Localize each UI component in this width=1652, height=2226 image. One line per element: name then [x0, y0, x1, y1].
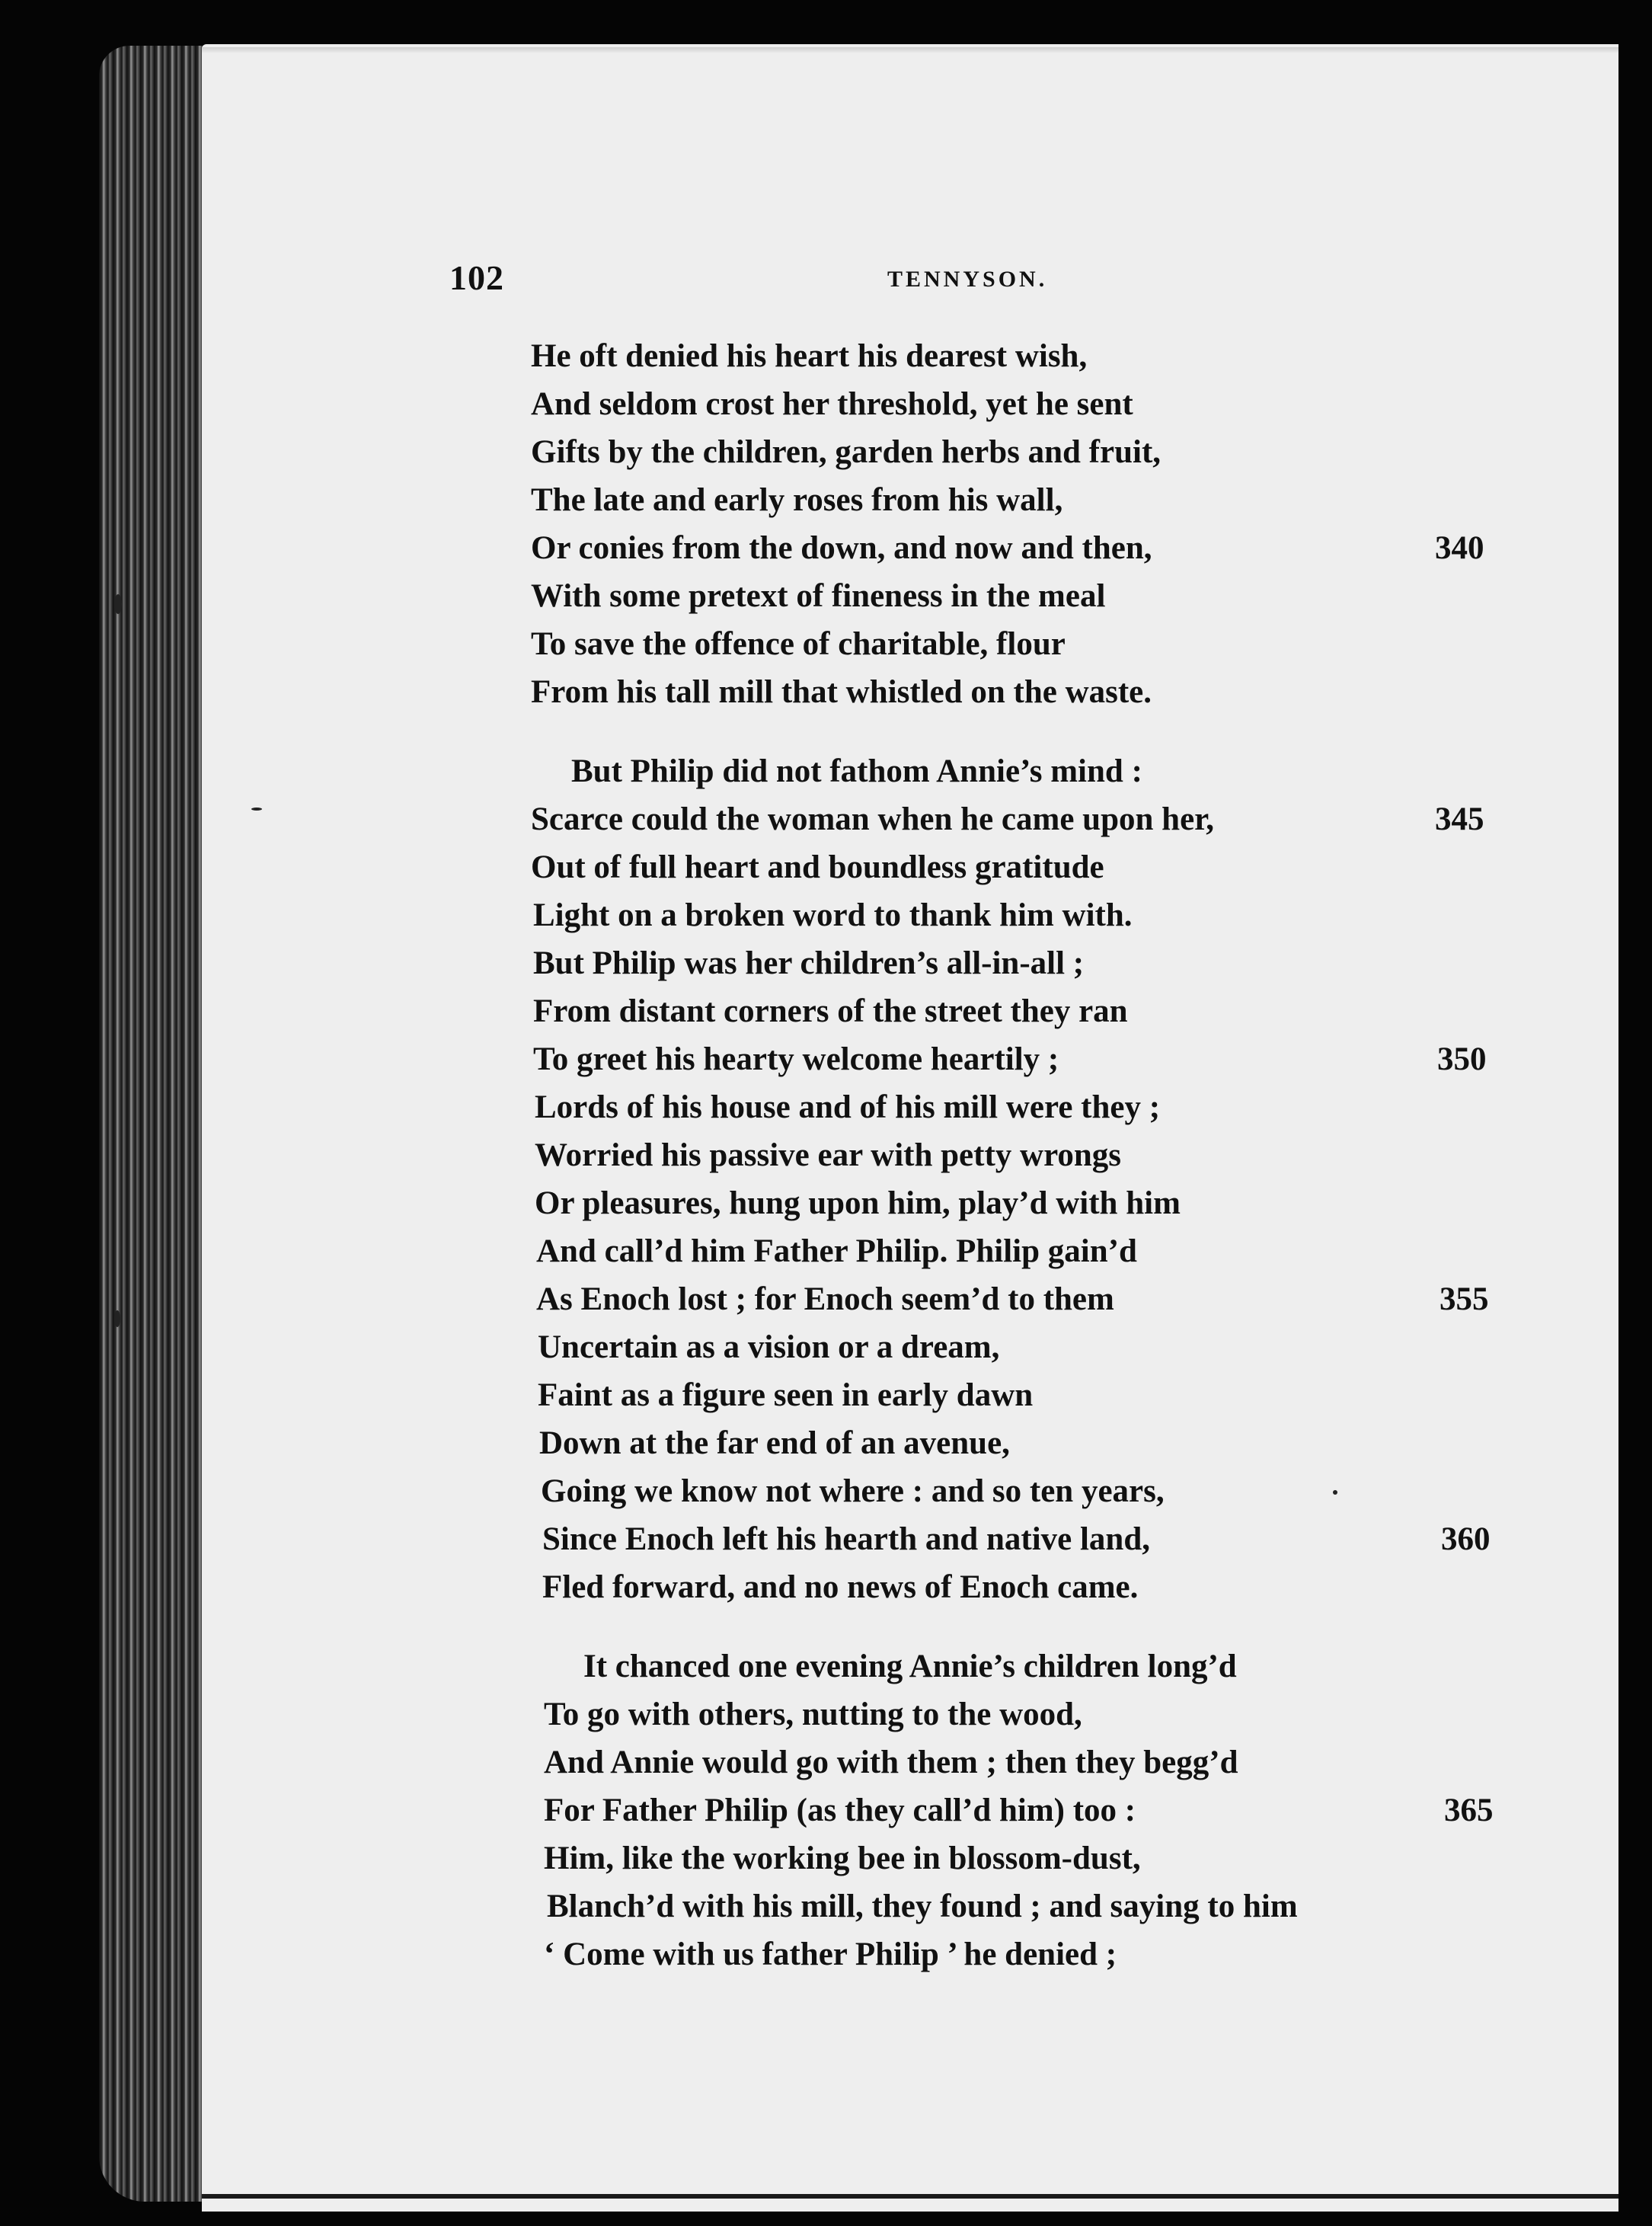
poem-line: For Father Philip (as they call’d him) too : — [544, 1793, 1136, 1828]
scan-mark — [114, 594, 122, 614]
poem-line: To save the offence of charitable, flour — [531, 626, 1066, 662]
poem-line: Or pleasures, hung upon him, play’d with him — [535, 1185, 1181, 1221]
line-number: 340 — [1435, 530, 1484, 566]
poem-line: Gifts by the children, garden herbs and fruit, — [531, 434, 1162, 470]
poem-line: And seldom crost her threshold, yet he sent — [531, 386, 1133, 422]
poem-line: Since Enoch left his hearth and native land, — [542, 1521, 1150, 1557]
poem-line: From his tall mill that whistled on the waste. — [531, 674, 1152, 710]
poem-line: Blanch’d with his mill, they found ; and saying to him — [547, 1889, 1298, 1924]
line-number: 350 — [1437, 1041, 1487, 1077]
poem-line: Fled forward, and no news of Enoch came. — [542, 1569, 1139, 1605]
poem-line: Faint as a figure seen in early dawn — [538, 1377, 1034, 1413]
line-number: 355 — [1440, 1281, 1489, 1317]
line-number: 360 — [1441, 1521, 1491, 1557]
poem-line: Him, like the working bee in blossom-dust, — [544, 1841, 1141, 1876]
poem-line: The late and early roses from his wall, — [531, 482, 1063, 518]
poem-line: With some pretext of fineness in the meal — [531, 578, 1106, 614]
line-number: 365 — [1444, 1793, 1494, 1828]
running-title: TENNYSON. — [887, 267, 1048, 292]
scan-speck — [251, 808, 262, 811]
poem-line: It chanced one evening Annie’s children long’d — [583, 1649, 1237, 1684]
poem-line: He oft denied his heart his dearest wish, — [531, 338, 1088, 374]
poem-line: But Philip did not fathom Annie’s mind : — [571, 753, 1142, 789]
poem-line: And Annie would go with them ; then they begg’d — [544, 1745, 1238, 1780]
poem-line: To go with others, nutting to the wood, — [544, 1697, 1082, 1732]
poem-line: As Enoch lost ; for Enoch seem’d to them — [536, 1281, 1114, 1317]
poem-line: From distant corners of the street they ran — [533, 993, 1128, 1029]
poem-line: And call’d him Father Philip. Philip gain’d — [536, 1233, 1137, 1269]
poem-line: To greet his hearty welcome heartily ; — [533, 1041, 1059, 1077]
poem-line: Uncertain as a vision or a dream, — [538, 1329, 1000, 1365]
scan-speck — [1333, 1490, 1337, 1495]
poem-line: Lords of his house and of his mill were they ; — [535, 1089, 1161, 1125]
poem-line: Out of full heart and boundless gratitude — [531, 849, 1104, 885]
line-number: 345 — [1435, 801, 1484, 837]
poem-line: Scarce could the woman when he came upon her, — [531, 801, 1215, 837]
poem-line: But Philip was her children’s all-in-all ; — [533, 945, 1085, 981]
page-number: 102 — [449, 258, 504, 297]
poem-line: ‘ Come with us father Philip ’ he denied ; — [544, 1937, 1117, 1972]
poem-line: Or conies from the down, and now and then, — [531, 530, 1152, 566]
poem-line: Worried his passive ear with petty wrongs — [535, 1137, 1122, 1173]
poem-line: Down at the far end of an avenue, — [539, 1425, 1010, 1461]
scan-mark — [114, 1310, 120, 1327]
poem-line: Light on a broken word to thank him with. — [533, 897, 1133, 933]
poem-line: Going we know not where : and so ten years, — [541, 1473, 1165, 1509]
